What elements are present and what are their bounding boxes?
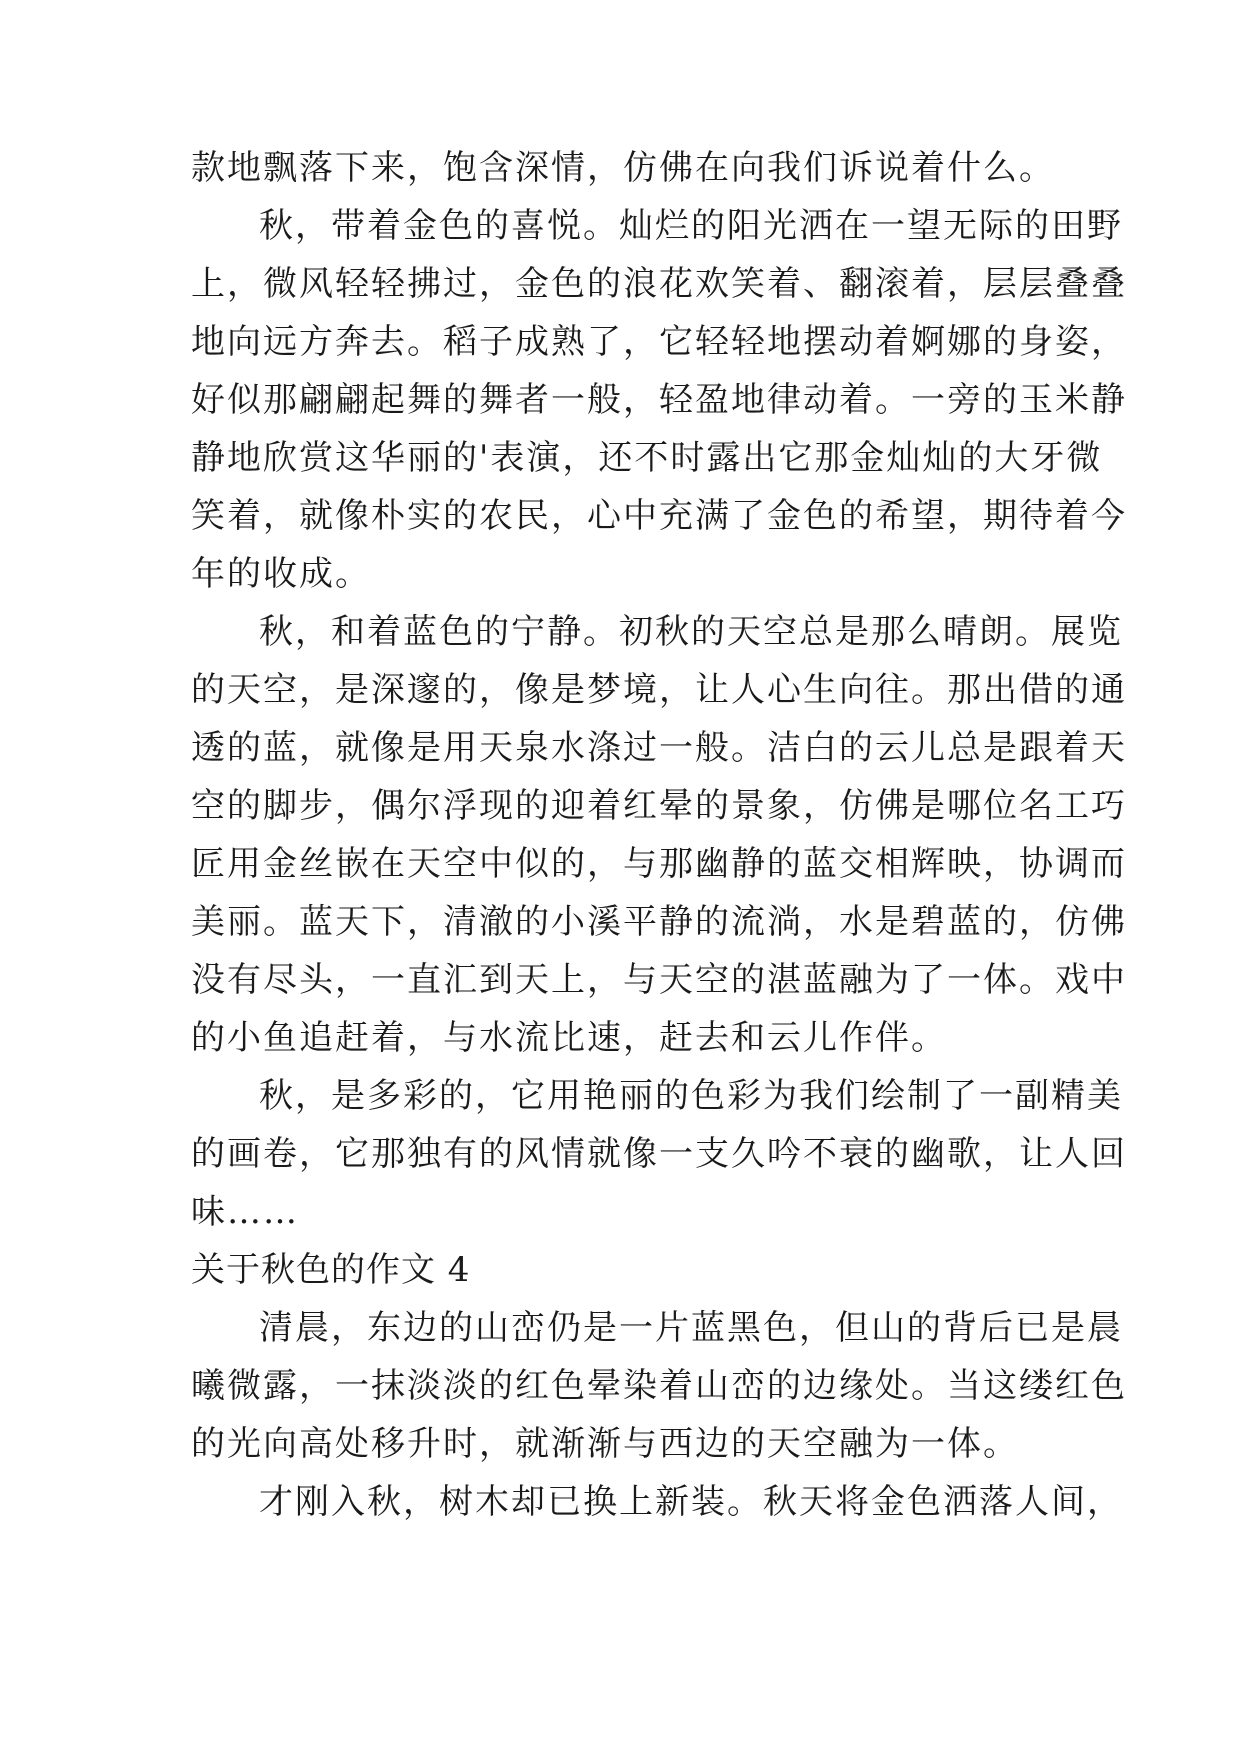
paragraph-start: 才刚入秋，树木却已换上新装。秋天将金色洒落人间， <box>259 1482 1123 1522</box>
text-line: 曦微露，一抹淡淡的红色晕染着山峦的边缘处。当这缕红色 <box>191 1366 1127 1406</box>
text-line: 静地欣赏这华丽的'表演，还不时露出它那金灿灿的大牙微 <box>191 438 1103 478</box>
text-line: 年的收成。 <box>191 554 371 594</box>
text-line: 空的脚步，偶尔浮现的迎着红晕的景象，仿佛是哪位名工巧 <box>191 786 1127 826</box>
text-line: 透的蓝，就像是用天泉水涤过一般。洁白的云儿总是跟着天 <box>191 728 1127 768</box>
text-line: 味…… <box>191 1192 299 1232</box>
text-line: 的天空，是深邃的，像是梦境，让人心生向往。那出借的通 <box>191 670 1127 710</box>
text-line: 的画卷，它那独有的风情就像一支久吟不衰的幽歌，让人回 <box>191 1134 1127 1174</box>
paragraph-start: 秋，是多彩的，它用艳丽的色彩为我们绘制了一副精美 <box>259 1076 1123 1116</box>
text-line: 匠用金丝嵌在天空中似的，与那幽静的蓝交相辉映，协调而 <box>191 844 1127 884</box>
text-line: 没有尽头，一直汇到天上，与天空的湛蓝融为了一体。戏中 <box>191 960 1127 1000</box>
paragraph-start: 清晨，东边的山峦仍是一片蓝黑色，但山的背后已是晨 <box>259 1308 1123 1348</box>
text-line: 地向远方奔去。稻子成熟了，它轻轻地摆动着婀娜的身姿， <box>191 322 1127 362</box>
text-line: 上，微风轻轻拂过，金色的浪花欢笑着、翻滚着，层层叠叠 <box>191 264 1127 304</box>
text-line: 美丽。蓝天下，清澈的小溪平静的流淌，水是碧蓝的，仿佛 <box>191 902 1127 942</box>
section-heading: 关于秋色的作文 4 <box>191 1250 471 1290</box>
text-line: 款地飘落下来，饱含深情，仿佛在向我们诉说着什么。 <box>191 148 1055 188</box>
text-line: 的光向高处移升时，就渐渐与西边的天空融为一体。 <box>191 1424 1019 1464</box>
paragraph-start: 秋，和着蓝色的宁静。初秋的天空总是那么晴朗。展览 <box>259 612 1123 652</box>
text-line: 好似那翩翩起舞的舞者一般，轻盈地律动着。一旁的玉米静 <box>191 380 1127 420</box>
paragraph-start: 秋，带着金色的喜悦。灿烂的阳光洒在一望无际的田野 <box>259 206 1123 246</box>
text-line: 笑着，就像朴实的农民，心中充满了金色的希望，期待着今 <box>191 496 1127 536</box>
text-line: 的小鱼追赶着，与水流比速，赶去和云儿作伴。 <box>191 1018 947 1058</box>
